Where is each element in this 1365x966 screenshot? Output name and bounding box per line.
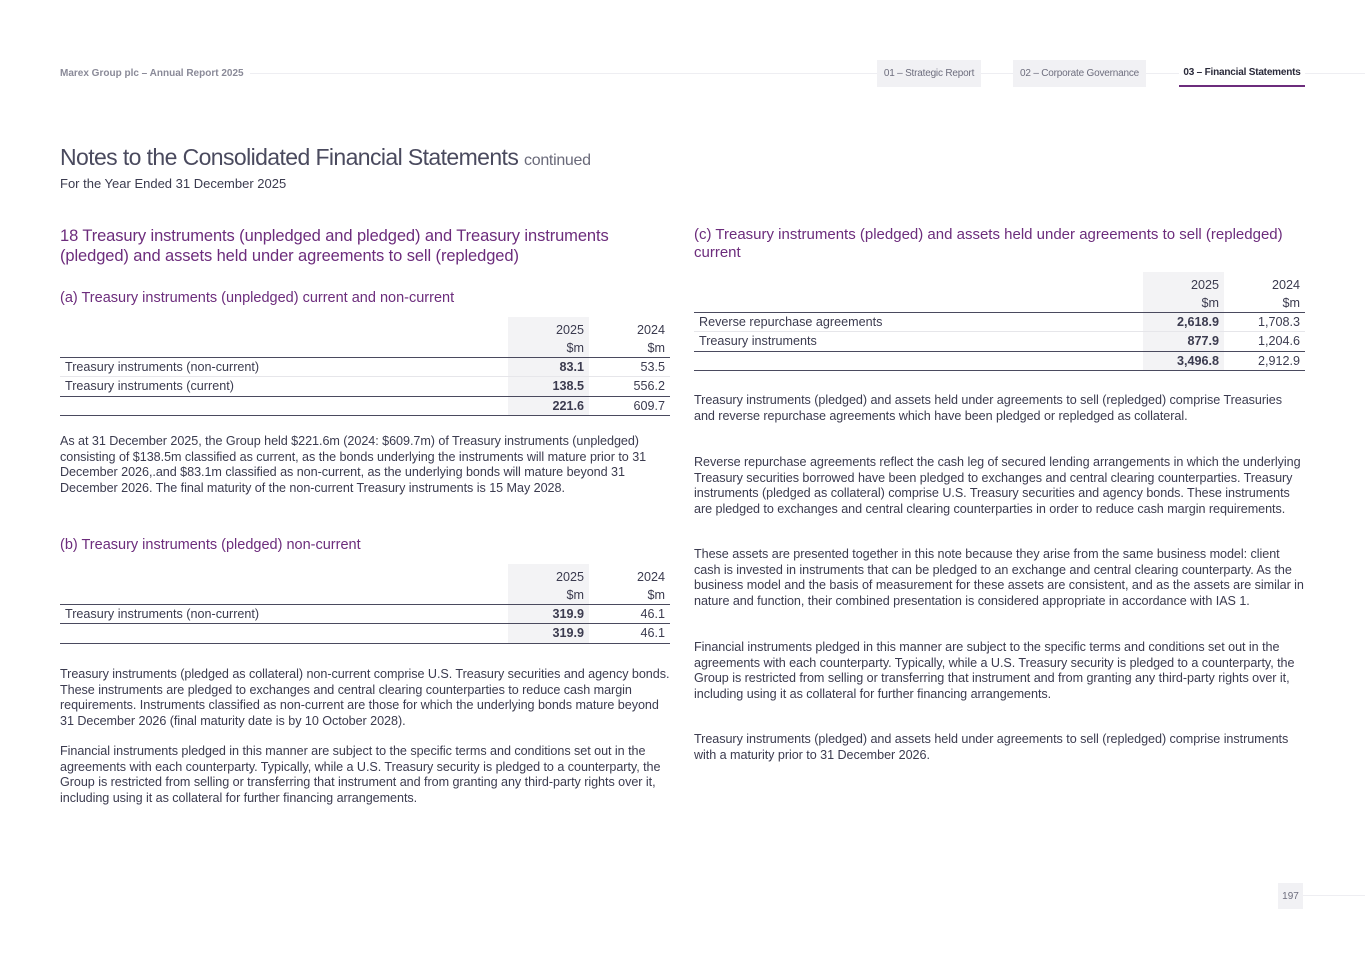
- section-c-heading: (c) Treasury instruments (pledged) and assets held under agreements to sell (repledged) current: [694, 226, 1283, 261]
- col-unit-prior: $m: [589, 584, 670, 604]
- section-a-text: [60, 434, 670, 496]
- table-header-year-row: [60, 317, 670, 337]
- row-value-prior: 1,708.3: [1224, 312, 1305, 332]
- col-year-current: 2025: [508, 317, 589, 337]
- section-c-text-5: [694, 732, 1305, 763]
- note-heading: 18 Treasury instruments (unpledged and pledged) and Treasury instruments (pledged) and assets held under agreements to sell (repledged): [60, 227, 609, 265]
- total-label: [60, 396, 508, 416]
- page-title-text: Notes to the Consolidated Financial Statements: [60, 144, 519, 170]
- header-spacer: [60, 317, 508, 337]
- section-c-paragraph: Treasury instruments (pledged) and assets held under agreements to sell (repledged) comprise instruments with a maturity prior to 31 December 2026.: [694, 732, 1289, 762]
- row-value-prior: 46.1: [589, 604, 670, 624]
- tab-strategic-report[interactable]: 01 – Strategic Report: [877, 60, 981, 87]
- col-year-prior: 2024: [636, 323, 665, 337]
- section-a-heading-block: [60, 289, 670, 307]
- total-value-current: 319.9: [508, 624, 589, 644]
- header-spacer: [60, 564, 508, 584]
- section-c-paragraph: These assets are presented together in this note because they arise from the same business model: client cash is invested in instruments that can be pledged to an exchange and central clearing counterparty. As the business model and the basis of measurement for these assets are consistent, and as the assets are similar in nature and function, their combined presentation is considered appropriate in accordance with IAS 1.: [694, 547, 1304, 608]
- section-a-heading: (a) Treasury instruments (unpledged) current and non-current: [60, 290, 455, 306]
- total-label: [694, 351, 1143, 371]
- report-name: Marex Group plc – Annual Report 2025: [60, 68, 250, 79]
- row-label: Treasury instruments (current): [60, 377, 508, 397]
- section-b-text-2: [60, 744, 670, 806]
- section-c-paragraph: Financial instruments pledged in this manner are subject to the specific terms and conditions set out in the agreements with each counterparty. Typically, while a U.S. Treasury security is pledged to a counterparty, the Group is restricted from selling or transferring that instrument and from granting any third-party rights over it, including using it as collateral for further financing arrangements.: [694, 640, 1295, 701]
- row-label: Treasury instruments (non-current): [60, 604, 508, 624]
- col-unit-prior: $m: [1224, 292, 1305, 312]
- col-year-current: 2025: [1143, 272, 1224, 292]
- table-b: [60, 564, 670, 644]
- header-spacer: [694, 272, 1143, 292]
- row-label: Reverse repurchase agreements: [694, 312, 1143, 332]
- section-c-text-2: [694, 455, 1305, 517]
- note-heading-block: [60, 226, 670, 266]
- section-c-text-1: [694, 393, 1305, 424]
- header-spacer: [60, 584, 508, 604]
- total-value-prior: 46.1: [589, 624, 670, 644]
- col-unit-prior: $m: [589, 337, 670, 357]
- row-value-current: 319.9: [508, 604, 589, 624]
- page-number: 197: [1278, 883, 1303, 909]
- section-b-heading: (b) Treasury instruments (pledged) non-current: [60, 537, 361, 553]
- table-c: [694, 272, 1305, 371]
- row-label: Treasury instruments (non-current): [60, 357, 508, 377]
- total-value-current: 221.6: [508, 396, 589, 416]
- financial-table-c: [694, 272, 1305, 371]
- table-header-unit-row: [60, 584, 670, 604]
- table-row: [60, 377, 670, 397]
- table-row: [694, 332, 1305, 352]
- table-header-year-row: [60, 564, 670, 584]
- row-value-current: 2,618.9: [1143, 312, 1224, 332]
- table-total-row: [694, 351, 1305, 371]
- section-c-text-3: [694, 547, 1305, 609]
- col-year-prior: 2024: [1271, 278, 1300, 292]
- header-spacer: [694, 292, 1143, 312]
- section-c-text-4: [694, 640, 1305, 702]
- col-unit-current: $m: [508, 584, 589, 604]
- total-value-prior: 2,912.9: [1224, 351, 1305, 371]
- row-value-current: 138.5: [508, 377, 589, 397]
- financial-table-b: [60, 564, 670, 644]
- row-value-prior: 53.5: [589, 357, 670, 377]
- row-value-prior: 1,204.6: [1224, 332, 1305, 352]
- page-title: [60, 144, 591, 171]
- table-a: [60, 317, 670, 416]
- col-year-current: 2025: [508, 564, 589, 584]
- page-title-suffix: continued: [524, 152, 591, 169]
- total-value-current: 3,496.8: [1143, 351, 1224, 371]
- page-subtitle: For the Year Ended 31 December 2025: [60, 176, 287, 191]
- table-header-year-row: [694, 272, 1305, 292]
- table-total-row: [60, 396, 670, 416]
- section-c-heading-block: [694, 226, 1305, 262]
- section-b-paragraph-1: Treasury instruments (pledged as collateral) non-current comprise U.S. Treasury securities and agency bonds. These instruments are pledged to exchanges and central clearing counterparties to reduce cash margin requirements. Instruments classified as non-current are those for which the underlying bonds mature beyond 31 December 2026 (final maturity date is by 10 October 2028).: [60, 667, 670, 728]
- table-row: [694, 312, 1305, 332]
- section-c-paragraph: Treasury instruments (pledged) and assets held under agreements to sell (repledged) comprise Treasuries and reverse repurchase agreements which have been pledged or repledged as collateral.: [694, 393, 1282, 423]
- header-spacer: [60, 337, 508, 357]
- section-b-paragraph-2: Financial instruments pledged in this manner are subject to the specific terms and conditions set out in the agreements with each counterparty. Typically, while a U.S. Treasury security is pledged to a counterparty, the Group is restricted from selling or transferring that instrument and from granting any third-party rights over it, including using it as collateral for further financing arrangements.: [60, 744, 661, 805]
- row-label: Treasury instruments: [694, 332, 1143, 352]
- table-header-unit-row: [694, 292, 1305, 312]
- tab-financial-statements[interactable]: 03 – Financial Statements: [1179, 60, 1305, 87]
- financial-table-a: [60, 317, 670, 416]
- section-c-paragraph: Reverse repurchase agreements reflect the cash leg of secured lending arrangements in which the underlying Treasury securities borrowed have been pledged to exchanges and central clearing counterparties. Treasury instruments (pledged as collateral) comprise U.S. Treasury securities and agency bonds. These instruments are pledged to exchanges and central clearing counterparties in order to reduce cash margin requirements.: [694, 455, 1301, 516]
- table-total-row: [60, 624, 670, 644]
- row-value-current: 83.1: [508, 357, 589, 377]
- section-b-text-1: [60, 667, 670, 729]
- row-value-prior: 556.2: [589, 377, 670, 397]
- col-unit-current: $m: [508, 337, 589, 357]
- table-row: [60, 357, 670, 377]
- col-year-prior: 2024: [636, 570, 665, 584]
- section-a-paragraph: As at 31 December 2025, the Group held $221.6m (2024: $609.7m) of Treasury instruments (unpledged) consisting of $138.5m classified as current, as the bonds underlying the instruments will mature prior to 31 December 2026,.and $83.1m classified as non-current, as the underlying bonds will mature beyond 31 December 2026. The final maturity of the non-current Treasury instruments is 15 May 2028.: [60, 434, 647, 495]
- table-row: [60, 604, 670, 624]
- total-value-prior: 609.7: [589, 396, 670, 416]
- section-b-heading-block: [60, 536, 670, 554]
- col-unit-current: $m: [1143, 292, 1224, 312]
- tab-corporate-governance[interactable]: 02 – Corporate Governance: [1013, 60, 1146, 87]
- total-label: [60, 624, 508, 644]
- table-header-unit-row: [60, 337, 670, 357]
- row-value-current: 877.9: [1143, 332, 1224, 352]
